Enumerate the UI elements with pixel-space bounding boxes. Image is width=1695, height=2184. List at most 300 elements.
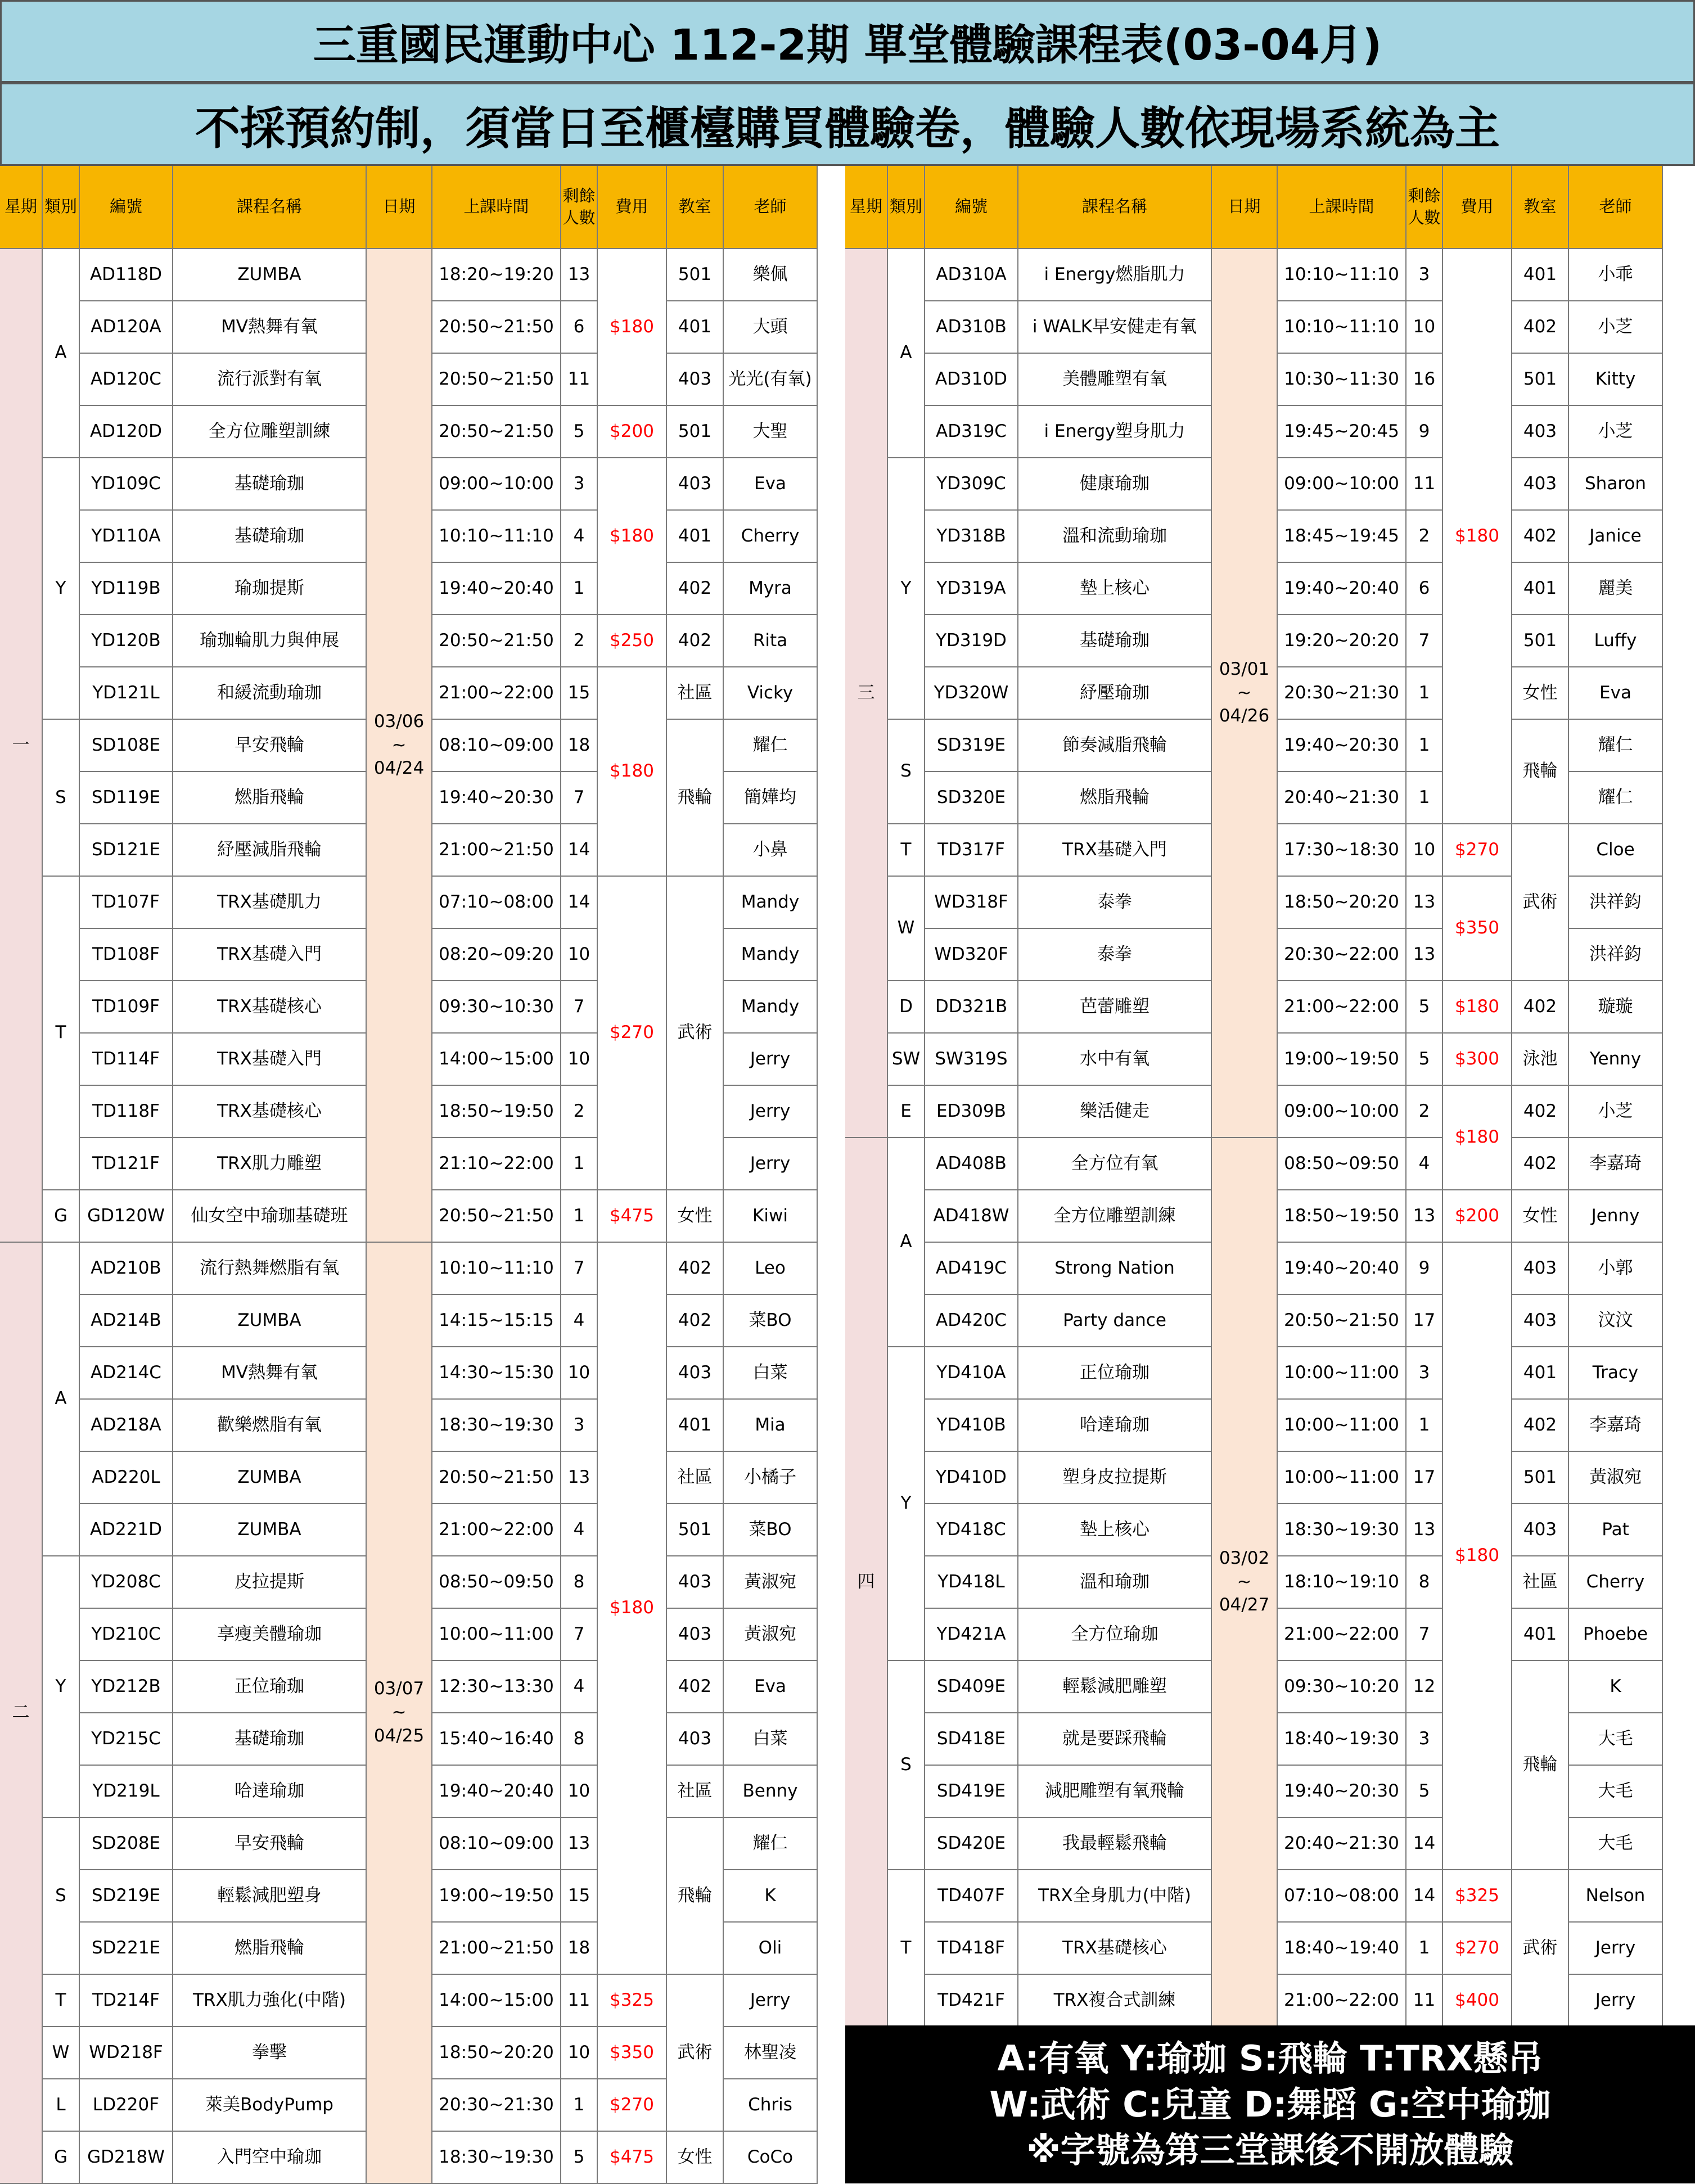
course-code: AD120A (80, 301, 173, 354)
course-code: TD418F (925, 1923, 1018, 1975)
header-time: 上課時間 (432, 166, 561, 249)
course-code: YD109C (80, 458, 173, 511)
course-name: 節奏減脂飛輪 (1018, 720, 1212, 772)
course-name: 流行派對有氧 (173, 354, 367, 406)
course-code: TD317F (925, 824, 1018, 877)
course-name: 紓壓減脂飛輪 (173, 824, 367, 877)
classroom: 401 (1512, 563, 1569, 615)
course-name: MV熱舞有氧 (173, 301, 367, 354)
teacher-name: Eva (1569, 667, 1663, 720)
classroom: 飛輪 (667, 1818, 724, 1975)
remaining-seats: 13 (561, 1818, 598, 1870)
header-teacher: 老師 (1569, 166, 1663, 249)
remaining-seats: 7 (1407, 615, 1443, 667)
category-cell: G (43, 2132, 80, 2184)
teacher-name: Cloe (1569, 824, 1663, 877)
remaining-seats: 14 (1407, 1870, 1443, 1923)
course-code: YD319A (925, 563, 1018, 615)
course-code: TD214F (80, 1975, 173, 2027)
category-cell: T (888, 824, 925, 877)
category-cell: S (43, 720, 80, 877)
classroom: 501 (667, 406, 724, 458)
remaining-seats: 2 (561, 1086, 598, 1138)
legend-line-2: W:武術 C:兒童 D:舞蹈 G:空中瑜珈 (989, 2083, 1551, 2125)
course-code: YD421A (925, 1609, 1018, 1661)
teacher-name: 大毛 (1569, 1766, 1663, 1818)
classroom: 403 (1512, 458, 1569, 511)
remaining-seats: 2 (1407, 1086, 1443, 1138)
class-time: 20:50~21:50 (432, 615, 561, 667)
weekday-cell: 二 (0, 1243, 43, 2184)
teacher-name: K (1569, 1661, 1663, 1713)
date-range-cell: 03/07 ~ 04/25 (367, 1243, 432, 2184)
teacher-name: CoCo (724, 2132, 818, 2184)
classroom: 402 (667, 1661, 724, 1713)
remaining-seats: 12 (1407, 1661, 1443, 1713)
class-time: 18:30~19:30 (432, 1400, 561, 1452)
teacher-name: Mandy (724, 981, 818, 1034)
classroom: 401 (1512, 1347, 1569, 1400)
teacher-name: Rita (724, 615, 818, 667)
teacher-name: 小郭 (1569, 1243, 1663, 1295)
weekday-cell: 一 (0, 249, 43, 1243)
remaining-seats: 6 (561, 301, 598, 354)
class-time: 09:30~10:20 (1278, 1661, 1407, 1713)
legend-line-3: ※字號為第三堂課後不開放體驗 (1026, 2129, 1514, 2171)
course-name: TRX基礎核心 (173, 1086, 367, 1138)
teacher-name: Jerry (724, 1138, 818, 1190)
classroom: 501 (1512, 615, 1569, 667)
class-time: 08:10~09:00 (432, 1818, 561, 1870)
fee-cell: $350 (598, 2027, 667, 2079)
teacher-name: 耀仁 (724, 720, 818, 772)
course-code: YD119B (80, 563, 173, 615)
course-name: 溫和瑜珈 (1018, 1556, 1212, 1609)
category-cell: W (888, 877, 925, 981)
course-name: 燃脂飛輪 (173, 772, 367, 824)
course-code: AD210B (80, 1243, 173, 1295)
course-code: TD407F (925, 1870, 1018, 1923)
teacher-name: Jerry (724, 1975, 818, 2027)
classroom: 女性 (1512, 1190, 1569, 1243)
category-cell: T (43, 1975, 80, 2027)
teacher-name: Phoebe (1569, 1609, 1663, 1661)
course-name: TRX肌力雕塑 (173, 1138, 367, 1190)
classroom: 飛輪 (1512, 1661, 1569, 1870)
teacher-name: Kiwi (724, 1190, 818, 1243)
classroom: 501 (1512, 1452, 1569, 1504)
category-cell: T (888, 1870, 925, 2027)
class-time: 21:00~22:00 (1278, 1609, 1407, 1661)
course-name: 燃脂飛輪 (173, 1923, 367, 1975)
teacher-name: 李嘉琦 (1569, 1400, 1663, 1452)
remaining-seats: 1 (561, 2079, 598, 2132)
classroom: 403 (1512, 1504, 1569, 1556)
fee-cell: $180 (598, 249, 667, 406)
remaining-seats: 3 (561, 458, 598, 511)
course-name: 減肥雕塑有氧飛輪 (1018, 1766, 1212, 1818)
course-name: 健康瑜珈 (1018, 458, 1212, 511)
teacher-name: 小芝 (1569, 1086, 1663, 1138)
fee-cell: $475 (598, 2132, 667, 2184)
teacher-name: 大毛 (1569, 1713, 1663, 1766)
classroom: 女性 (1512, 667, 1569, 720)
teacher-name: 小鼻 (724, 824, 818, 877)
course-code: YD212B (80, 1661, 173, 1713)
course-name: 墊上核心 (1018, 1504, 1212, 1556)
classroom: 403 (1512, 406, 1569, 458)
class-time: 10:00~11:00 (1278, 1400, 1407, 1452)
remaining-seats: 1 (1407, 1923, 1443, 1975)
course-name: 全方位有氧 (1018, 1138, 1212, 1190)
course-name: 水中有氧 (1018, 1034, 1212, 1086)
class-time: 08:50~09:50 (432, 1556, 561, 1609)
class-time: 09:00~10:00 (432, 458, 561, 511)
class-time: 21:10~22:00 (432, 1138, 561, 1190)
course-name: TRX基礎入門 (173, 1034, 367, 1086)
header-remaining: 剩餘人數 (561, 166, 598, 249)
course-name: 皮拉提斯 (173, 1556, 367, 1609)
remaining-seats: 7 (561, 772, 598, 824)
course-name: ZUMBA (173, 1452, 367, 1504)
class-time: 18:10~19:10 (1278, 1556, 1407, 1609)
teacher-name: 璇璇 (1569, 981, 1663, 1034)
course-code: YD121L (80, 667, 173, 720)
remaining-seats: 5 (561, 406, 598, 458)
fee-cell: $180 (1443, 1086, 1512, 1190)
class-time: 20:40~21:30 (1278, 1818, 1407, 1870)
category-cell: S (888, 720, 925, 824)
class-time: 10:00~11:00 (432, 1609, 561, 1661)
course-code: YD319D (925, 615, 1018, 667)
teacher-name: Myra (724, 563, 818, 615)
page-title: 三重國民運動中心 112-2期 單堂體驗課程表(03-04月) (0, 0, 1695, 83)
classroom: 401 (1512, 1609, 1569, 1661)
course-code: LD220F (80, 2079, 173, 2132)
course-name: 拳擊 (173, 2027, 367, 2079)
course-code: AD118D (80, 249, 173, 301)
header-category: 類別 (888, 166, 925, 249)
course-name: TRX全身肌力(中階) (1018, 1870, 1212, 1923)
header-teacher: 老師 (724, 166, 818, 249)
remaining-seats: 7 (561, 981, 598, 1034)
course-name: 瑜珈提斯 (173, 563, 367, 615)
header-room: 教室 (667, 166, 724, 249)
class-time: 18:50~20:20 (1278, 877, 1407, 929)
remaining-seats: 5 (1407, 1766, 1443, 1818)
classroom: 武術 (1512, 1870, 1569, 2027)
fee-cell: $180 (598, 667, 667, 877)
course-code: YD120B (80, 615, 173, 667)
remaining-seats: 14 (561, 824, 598, 877)
course-code: GD120W (80, 1190, 173, 1243)
course-name: TRX肌力強化(中階) (173, 1975, 367, 2027)
course-code: SD319E (925, 720, 1018, 772)
remaining-seats: 1 (1407, 1400, 1443, 1452)
remaining-seats: 9 (1407, 1243, 1443, 1295)
course-code: SD320E (925, 772, 1018, 824)
class-time: 12:30~13:30 (432, 1661, 561, 1713)
teacher-name: Chris (724, 2079, 818, 2132)
remaining-seats: 3 (561, 1400, 598, 1452)
class-time: 18:50~19:50 (1278, 1190, 1407, 1243)
course-name: 正位瑜珈 (173, 1661, 367, 1713)
classroom: 401 (1512, 249, 1569, 301)
course-name: 芭蕾雕塑 (1018, 981, 1212, 1034)
remaining-seats: 1 (561, 1190, 598, 1243)
class-time: 20:50~21:50 (432, 1452, 561, 1504)
course-name: 紓壓瑜珈 (1018, 667, 1212, 720)
remaining-seats: 18 (561, 1923, 598, 1975)
course-code: SD119E (80, 772, 173, 824)
course-name: 泰拳 (1018, 929, 1212, 981)
course-code: TD421F (925, 1975, 1018, 2027)
course-code: WD318F (925, 877, 1018, 929)
classroom: 402 (1512, 1400, 1569, 1452)
course-name: i Energy燃脂肌力 (1018, 249, 1212, 301)
classroom: 402 (1512, 511, 1569, 563)
course-name: 基礎瑜珈 (173, 1713, 367, 1766)
teacher-name: Eva (724, 1661, 818, 1713)
course-code: WD320F (925, 929, 1018, 981)
remaining-seats: 15 (561, 1870, 598, 1923)
fee-cell: $270 (1443, 824, 1512, 877)
teacher-name: 大聖 (724, 406, 818, 458)
course-name: 萊美BodyPump (173, 2079, 367, 2132)
class-time: 19:00~19:50 (432, 1870, 561, 1923)
remaining-seats: 7 (561, 1243, 598, 1295)
teacher-name: Jerry (1569, 1975, 1663, 2027)
classroom: 402 (1512, 1138, 1569, 1190)
remaining-seats: 10 (561, 1347, 598, 1400)
remaining-seats: 10 (561, 1034, 598, 1086)
teacher-name: 黃淑宛 (724, 1609, 818, 1661)
teacher-name: Cherry (1569, 1556, 1663, 1609)
teacher-name: 小乖 (1569, 249, 1663, 301)
teacher-name: 耀仁 (724, 1818, 818, 1870)
teacher-name: 麗美 (1569, 563, 1663, 615)
teacher-name: Luffy (1569, 615, 1663, 667)
class-time: 20:40~21:30 (1278, 772, 1407, 824)
category-cell: Y (888, 458, 925, 720)
category-cell: E (888, 1086, 925, 1138)
class-time: 19:40~20:40 (1278, 1243, 1407, 1295)
remaining-seats: 17 (1407, 1295, 1443, 1347)
course-name: 溫和流動瑜珈 (1018, 511, 1212, 563)
teacher-name: 大毛 (1569, 1818, 1663, 1870)
course-name: 正位瑜珈 (1018, 1347, 1212, 1400)
course-code: YD418L (925, 1556, 1018, 1609)
classroom: 武術 (667, 877, 724, 1190)
course-code: AD221D (80, 1504, 173, 1556)
course-code: SD418E (925, 1713, 1018, 1766)
legend-line-1: A:有氧 Y:瑜珈 S:飛輪 T:TRX懸吊 (997, 2037, 1543, 2079)
category-cell: S (43, 1818, 80, 1975)
class-time: 21:00~21:50 (432, 1923, 561, 1975)
remaining-seats: 13 (561, 1452, 598, 1504)
course-name: TRX基礎入門 (173, 929, 367, 981)
remaining-seats: 9 (1407, 406, 1443, 458)
course-name: TRX基礎核心 (173, 981, 367, 1034)
class-time: 07:10~08:00 (1278, 1870, 1407, 1923)
remaining-seats: 4 (1407, 1138, 1443, 1190)
course-code: TD108F (80, 929, 173, 981)
course-code: SD219E (80, 1870, 173, 1923)
remaining-seats: 1 (561, 1138, 598, 1190)
classroom: 403 (667, 1713, 724, 1766)
category-legend (845, 2025, 1695, 2183)
course-code: AD310A (925, 249, 1018, 301)
course-name: 輕鬆減肥雕塑 (1018, 1661, 1212, 1713)
course-name: 全方位雕塑訓練 (1018, 1190, 1212, 1243)
teacher-name: 黃淑宛 (724, 1556, 818, 1609)
class-time: 21:00~22:00 (432, 1504, 561, 1556)
remaining-seats: 5 (1407, 1034, 1443, 1086)
class-time: 19:40~20:40 (1278, 563, 1407, 615)
teacher-name: 菜BO (724, 1295, 818, 1347)
classroom: 403 (1512, 1243, 1569, 1295)
fee-cell: $400 (1443, 1975, 1512, 2027)
course-name: TRX基礎核心 (1018, 1923, 1212, 1975)
course-code: AD310B (925, 301, 1018, 354)
class-time: 18:40~19:30 (1278, 1713, 1407, 1766)
classroom: 402 (1512, 1086, 1569, 1138)
classroom: 403 (667, 1556, 724, 1609)
course-code: YD320W (925, 667, 1018, 720)
teacher-name: 小橘子 (724, 1452, 818, 1504)
course-name: Party dance (1018, 1295, 1212, 1347)
remaining-seats: 3 (1407, 1713, 1443, 1766)
remaining-seats: 18 (561, 720, 598, 772)
course-code: AD319C (925, 406, 1018, 458)
course-name: 早安飛輪 (173, 720, 367, 772)
remaining-seats: 11 (1407, 1975, 1443, 2027)
remaining-seats: 13 (1407, 1504, 1443, 1556)
class-time: 20:30~21:30 (1278, 667, 1407, 720)
course-name: MV熱舞有氧 (173, 1347, 367, 1400)
teacher-name: Cherry (724, 511, 818, 563)
remaining-seats: 6 (1407, 563, 1443, 615)
course-code: WD218F (80, 2027, 173, 2079)
fee-cell: $325 (598, 1975, 667, 2027)
classroom: 501 (667, 249, 724, 301)
course-name: 樂活健走 (1018, 1086, 1212, 1138)
course-name: 基礎瑜珈 (173, 511, 367, 563)
teacher-name: Nelson (1569, 1870, 1663, 1923)
remaining-seats: 10 (1407, 824, 1443, 877)
fee-cell: $180 (1443, 981, 1512, 1034)
header-weekday: 星期 (0, 166, 43, 249)
course-code: AD408B (925, 1138, 1018, 1190)
class-time: 21:00~22:00 (1278, 1975, 1407, 2027)
course-code: SW319S (925, 1034, 1018, 1086)
fee-cell: $180 (1443, 1243, 1512, 1870)
class-time: 09:30~10:30 (432, 981, 561, 1034)
course-name: 塑身皮拉提斯 (1018, 1452, 1212, 1504)
course-code: TD114F (80, 1034, 173, 1086)
category-cell: A (43, 249, 80, 458)
course-code: YD410D (925, 1452, 1018, 1504)
class-time: 19:40~20:30 (1278, 1766, 1407, 1818)
remaining-seats: 17 (1407, 1452, 1443, 1504)
classroom: 403 (667, 458, 724, 511)
class-time: 18:45~19:45 (1278, 511, 1407, 563)
classroom: 飛輪 (667, 720, 724, 877)
remaining-seats: 13 (1407, 929, 1443, 981)
classroom: 401 (667, 511, 724, 563)
class-time: 10:30~11:30 (1278, 354, 1407, 406)
course-code: TD118F (80, 1086, 173, 1138)
category-cell: D (888, 981, 925, 1034)
course-code: YD219L (80, 1766, 173, 1818)
remaining-seats: 1 (1407, 720, 1443, 772)
course-code: DD321B (925, 981, 1018, 1034)
course-code: SD420E (925, 1818, 1018, 1870)
course-code: AD120C (80, 354, 173, 406)
classroom: 403 (667, 1609, 724, 1661)
class-time: 19:45~20:45 (1278, 406, 1407, 458)
course-code: AD214C (80, 1347, 173, 1400)
date-range-cell: 03/02 ~ 04/27 (1212, 1138, 1278, 2027)
remaining-seats: 8 (561, 1713, 598, 1766)
teacher-name: Oli (724, 1923, 818, 1975)
classroom: 泳池 (1512, 1034, 1569, 1086)
class-time: 18:20~19:20 (432, 249, 561, 301)
class-time: 20:50~21:50 (432, 354, 561, 406)
classroom: 402 (667, 1243, 724, 1295)
course-code: SD121E (80, 824, 173, 877)
class-time: 19:00~19:50 (1278, 1034, 1407, 1086)
fee-cell: $325 (1443, 1870, 1512, 1923)
classroom: 社區 (1512, 1556, 1569, 1609)
course-code: YD208C (80, 1556, 173, 1609)
course-code: AD310D (925, 354, 1018, 406)
teacher-name: Pat (1569, 1504, 1663, 1556)
remaining-seats: 13 (1407, 877, 1443, 929)
remaining-seats: 13 (1407, 1190, 1443, 1243)
remaining-seats: 14 (1407, 1818, 1443, 1870)
fee-cell: $180 (598, 1243, 667, 1975)
weekday-cell: 四 (845, 1138, 888, 2027)
fee-cell: $350 (1443, 877, 1512, 981)
class-time: 08:10~09:00 (432, 720, 561, 772)
remaining-seats: 7 (561, 1609, 598, 1661)
course-name: TRX基礎入門 (1018, 824, 1212, 877)
classroom: 403 (667, 354, 724, 406)
course-name: ZUMBA (173, 249, 367, 301)
header-weekday: 星期 (845, 166, 888, 249)
header-fee: 費用 (598, 166, 667, 249)
header-remaining: 剩餘人數 (1407, 166, 1443, 249)
teacher-name: Janice (1569, 511, 1663, 563)
teacher-name: Tracy (1569, 1347, 1663, 1400)
course-code: GD218W (80, 2132, 173, 2184)
remaining-seats: 4 (561, 1295, 598, 1347)
teacher-name: Jerry (1569, 1923, 1663, 1975)
course-code: YD318B (925, 511, 1018, 563)
teacher-name: 簡嬅均 (724, 772, 818, 824)
course-code: AD418W (925, 1190, 1018, 1243)
header-code: 編號 (80, 166, 173, 249)
course-name: TRX基礎肌力 (173, 877, 367, 929)
course-name: 美體雕塑有氧 (1018, 354, 1212, 406)
fee-cell: $270 (1443, 1923, 1512, 1975)
course-code: TD107F (80, 877, 173, 929)
schedule-table (0, 166, 1695, 2183)
remaining-seats: 2 (1407, 511, 1443, 563)
course-name: 輕鬆減肥塑身 (173, 1870, 367, 1923)
remaining-seats: 5 (561, 2132, 598, 2184)
